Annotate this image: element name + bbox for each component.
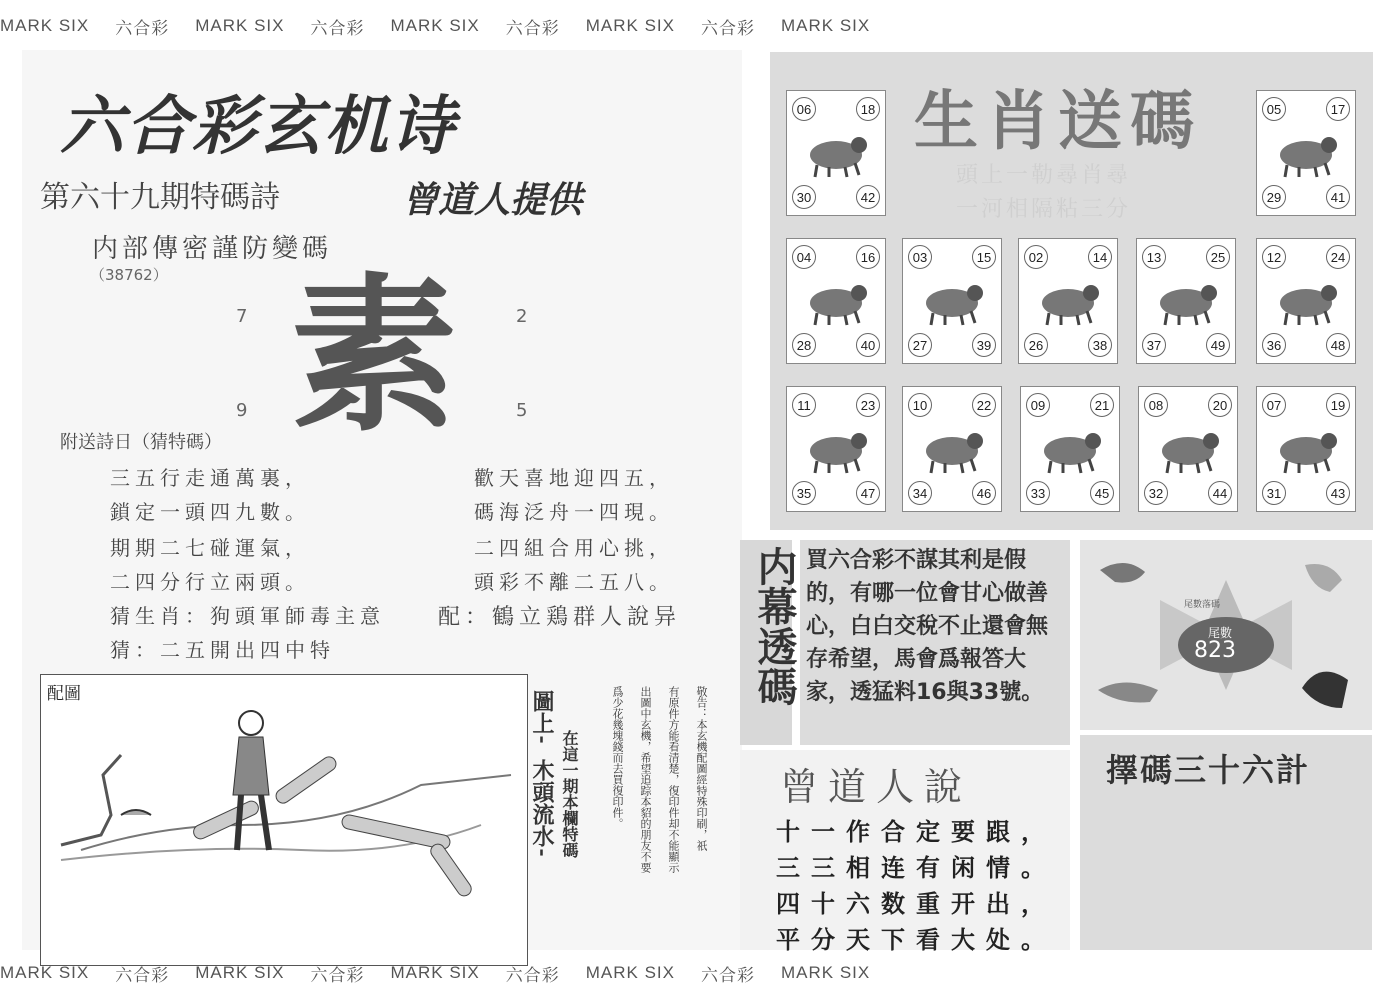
band-text: 六合彩 [505,18,560,38]
zodiac-number: 17 [1326,97,1350,121]
select-36-title: 擇碼三十六計 [1106,751,1311,789]
horse-icon [1271,267,1341,329]
inside-info-text: 買六合彩不謀其利是假的，有哪一位會甘心做善心，白白交稅不止還會無存希望，馬會爲報答大家，透猛料16與33號。 [800,540,1070,745]
big-character: 素 [290,258,458,454]
zodiac-number: 20 [1208,393,1232,417]
zodiac-number: 25 [1206,245,1230,269]
band-text: 六合彩 [115,18,170,38]
zeng-daoren-line: 三三相连有闲情。 [776,854,1056,882]
zodiac-card [902,238,1002,364]
zodiac-number: 02 [1024,245,1048,269]
zodiac-number: 36 [1262,333,1286,357]
hint-number-bottom-right: 5 [516,400,528,421]
zodiac-numbers-panel [770,52,1373,530]
zodiac-number: 11 [792,393,816,417]
band-text: MARK SIX [0,963,90,982]
zodiac-number: 03 [908,245,932,269]
band-text: MARK SIX [781,16,871,35]
zodiac-number: 04 [792,245,816,269]
band-text: 六合彩 [115,965,170,985]
bottom-watermark-band [0,953,1391,993]
inner-secret-label: 内部傳密謹防變碼 [92,234,333,264]
zodiac-number: 44 [1208,481,1232,505]
band-text: 六合彩 [701,18,755,38]
zodiac-number: 15 [972,245,996,269]
zodiac-number: 07 [1262,393,1286,417]
code-number: （38762） [90,266,168,284]
hint-number-top-right: 2 [516,306,528,327]
zodiac-number: 40 [856,333,880,357]
zodiac-number: 46 [972,481,996,505]
zodiac-number: 16 [856,245,880,269]
zodiac-number: 37 [1142,333,1166,357]
zodiac-number: 12 [1262,245,1286,269]
zodiac-subtitle: 一河相隔粘三分 [956,197,1132,222]
zodiac-number: 23 [856,393,880,417]
zodiac-number: 31 [1262,481,1286,505]
tiger-icon [1098,683,1158,703]
band-text: MARK SIX [195,16,285,35]
poem-line: 頭彩不離二五八。 [474,570,674,594]
rooster-icon [1035,415,1105,477]
goat-icon [1305,564,1342,592]
top-watermark-band [0,6,1391,46]
zeng-daoren-line: 平分天下看大处。 [776,926,1056,954]
ox-icon [1271,119,1341,181]
zodiac-number: 39 [972,333,996,357]
band-text: MARK SIX [195,963,285,982]
zodiac-number: 35 [792,481,816,505]
hint-number-top-left: 7 [236,306,248,327]
dragon-icon [1100,563,1145,583]
zodiac-number: 14 [1088,245,1112,269]
zeng-daoren-line: 十一作合定要跟， [776,818,1056,846]
match-line: 配：鶴立鶏群人說异 [438,605,682,630]
illustration-box [40,674,528,966]
vertical-caption-sub: 在這一期本欄特碼 [560,730,579,858]
band-text: 六合彩 [505,965,560,985]
band-text: 六合彩 [310,965,365,985]
zodiac-number: 13 [1142,245,1166,269]
zodiac-number: 47 [856,481,880,505]
band-text: MARK SIX [585,16,675,35]
zodiac-number: 29 [1262,185,1286,209]
dragon-icon [1033,267,1103,329]
poem-line: 歡天喜地迎四五， [474,466,674,490]
zodiac-number: 21 [1090,393,1114,417]
snake-icon [1151,267,1221,329]
woodcarrier-illustration [41,675,527,965]
poem-panel [22,50,742,950]
zodiac-title: 生肖送碼 [914,85,1202,159]
rabbit-icon [917,267,987,329]
zodiac-number: 38 [1088,333,1112,357]
issue-heading: 第六十九期特碼詩 [40,180,280,215]
zodiac-number: 41 [1326,185,1350,209]
zodiac-number: 05 [1262,97,1286,121]
zodiac-card [1020,386,1120,512]
zodiac-number: 18 [856,97,880,121]
zodiac-number: 19 [1326,393,1350,417]
zodiac-card [1018,238,1118,364]
zodiac-card [1256,386,1356,512]
zodiac-card [1136,238,1236,364]
provider-label: 曾道人提供 [402,180,583,221]
zodiac-card [786,238,886,364]
notice-column: 爲少花幾塊錢而去買復印件。 [611,686,624,829]
zodiac-number: 27 [908,333,932,357]
poem-line: 二四分行立兩頭。 [110,570,310,594]
dog-icon [1153,415,1223,477]
zodiac-number: 06 [792,97,816,121]
poem-line: 鎖定一頭四九數。 [110,500,310,524]
select-36-panel [1080,735,1372,950]
inside-info-panel [740,540,1070,745]
zodiac-number: 30 [792,185,816,209]
tail-value: 823 [1194,638,1236,663]
zodiac-card [1138,386,1238,512]
zodiac-card [786,90,886,216]
zodiac-card [1256,238,1356,364]
zodiac-number: 42 [856,185,880,209]
horse-icon [1302,672,1348,708]
band-text: 六合彩 [310,18,365,38]
monkey-icon [917,415,987,477]
guess-line: 猜：二五開出四中特 [110,638,335,662]
poem-line: 三五行走通萬裏， [110,466,310,490]
zodiac-number: 22 [972,393,996,417]
inside-info-title: 内幕透碼 [751,546,797,706]
page-title: 六合彩玄机诗 [60,90,456,164]
tail-number-panel [1080,540,1372,730]
band-text: MARK SIX [390,963,480,982]
hint-number-bottom-left: 9 [236,400,248,421]
zodiac-number: 09 [1026,393,1050,417]
zeng-daoren-panel [740,750,1070,954]
band-text: MARK SIX [585,963,675,982]
notice-column: 有原件方能看清楚，復印件却不能顯示 [667,686,680,873]
zodiac-number: 24 [1326,245,1350,269]
poem-heading: 附送詩日（猜特碼） [60,432,222,453]
zodiac-number: 08 [1144,393,1168,417]
notice-column: 出圖中玄機，希望追踪本貂的朋友不要 [639,686,652,873]
illustration-label: 配圖 [47,684,81,704]
zodiac-card [786,386,886,512]
zodiac-number: 26 [1024,333,1048,357]
zodiac-number: 45 [1090,481,1114,505]
notice-column: 敬告：本玄機配圖經特殊印刷，祇 [695,686,708,851]
pig-icon [1271,415,1341,477]
band-text: MARK SIX [390,16,480,35]
inside-info-title-box [740,540,797,745]
vertical-caption: 圖上'木頭流水' [529,690,554,872]
zodiac-number: 32 [1144,481,1168,505]
tail-top-text: 尾數落碼 [1184,600,1221,610]
poem-line: 期期二七碰運氣， [110,536,310,560]
zeng-daoren-title: 曾道人說 [780,765,973,809]
tail-label: 尾數 [1208,626,1233,640]
zeng-daoren-line: 四十六数重开出， [776,890,1056,918]
band-text: 六合彩 [701,965,755,985]
goat-icon [801,415,871,477]
zodiac-number: 49 [1206,333,1230,357]
zodiac-number: 28 [792,333,816,357]
zodiac-card [1256,90,1356,216]
zodiac-subtitle: 頭上一勒尋肖尋 [956,163,1132,188]
poem-line: 碼海泛舟一四現。 [474,500,674,524]
guess-zodiac-line: 猜生肖：狗頭軍師毒主意 [110,604,385,628]
band-text: MARK SIX [0,16,90,35]
poem-line: 二四組合用心挑， [474,536,674,560]
tiger-icon [801,267,871,329]
band-text: MARK SIX [781,963,871,982]
rat-icon [801,119,871,181]
zodiac-card [902,386,1002,512]
zodiac-number: 43 [1326,481,1350,505]
zodiac-number: 34 [908,481,932,505]
zodiac-number: 48 [1326,333,1350,357]
zodiac-number: 10 [908,393,932,417]
zodiac-number: 33 [1026,481,1050,505]
